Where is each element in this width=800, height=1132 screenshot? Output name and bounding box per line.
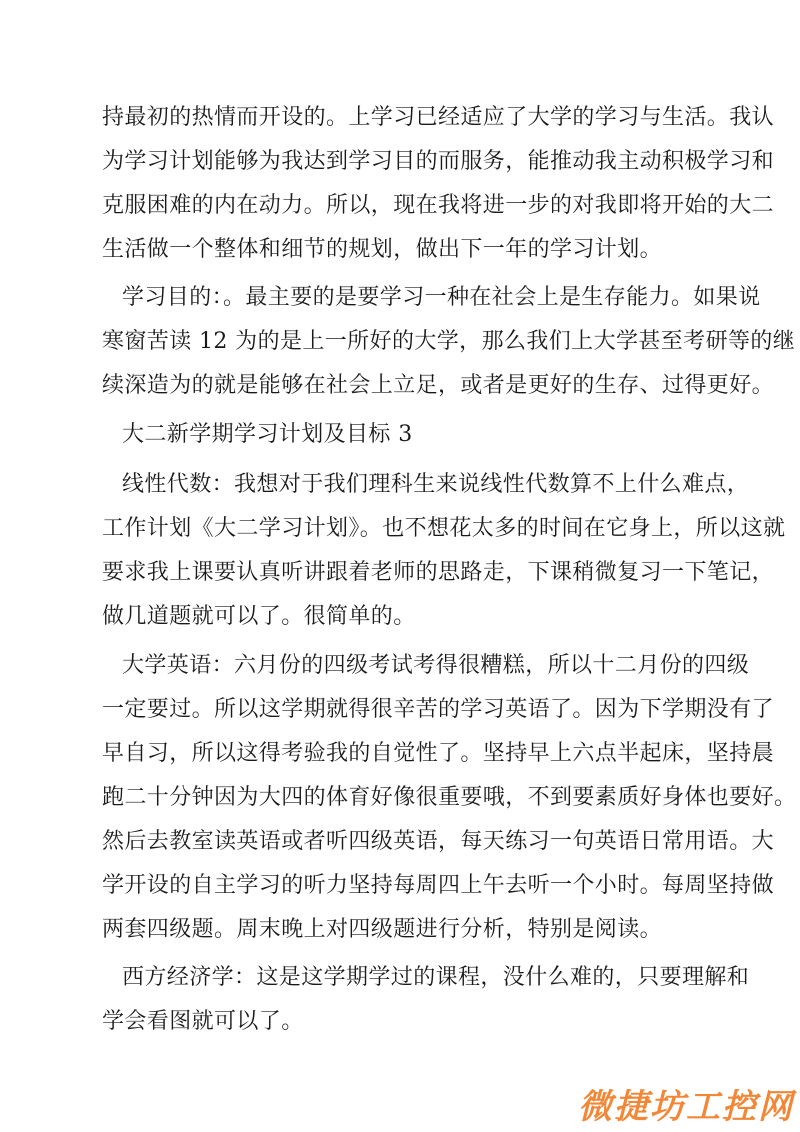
- paragraph-line: 两套四级题。周末晚上对四级题进行分析，特别是阅读。: [102, 917, 663, 942]
- paragraph-line: 学开设的自主学习的听力坚持每周四上午去听一个小时。每周坚持做: [102, 873, 775, 898]
- paragraph-line: 早自习，所以这得考验我的自觉性了。坚持早上六点半起床，坚持晨: [102, 741, 775, 766]
- watermark-logo: 微捷坊工控网: [578, 1087, 794, 1127]
- paragraph-line: 工作计划《大二学习计划》。也不想花太多的时间在它身上，所以这就: [102, 516, 786, 541]
- paragraph-line: 做几道题就可以了。很简单的。: [102, 604, 416, 629]
- paragraph-line: 跑二十分钟因为大四的体育好像很重要哦，不到要素质好身体也要好。: [102, 785, 797, 810]
- paragraph-line: 持最初的热情而开设的。上学习已经适应了大学的学习与生活。我认: [102, 105, 775, 130]
- paragraph-line: 线性代数：我想对于我们理科生来说线性代数算不上什么难点，: [122, 472, 750, 497]
- paragraph-line: 大学英语：六月份的四级考试考得很糟糕，所以十二月份的四级: [122, 653, 750, 678]
- paragraph-line: 续深造为的就是能够在社会上立足，或者是更好的生存、过得更好。: [102, 373, 775, 398]
- paragraph-line: 要求我上课要认真听讲跟着老师的思路走，下课稍微复习一下笔记，: [102, 560, 775, 585]
- paragraph-line: 为学习计划能够为我达到学习目的而服务，能推动我主动积极学习和: [102, 149, 775, 174]
- paragraph-line: 西方经济学：这是这学期学过的课程，没什么难的，只要理解和: [122, 965, 750, 990]
- paragraph-line: 然后去教室读英语或者听四级英语，每天练习一句英语日常用语。大: [102, 829, 775, 854]
- paragraph-line: 寒窗苦读 12 为的是上一所好的大学，那么我们上大学甚至考研等的继: [102, 329, 796, 354]
- heading-line: 大二新学期学习计划及目标 3: [122, 422, 413, 447]
- paragraph-line: 克服困难的内在动力。所以，现在我将进一步的对我即将开始的大二: [102, 193, 775, 218]
- paragraph-line: 一定要过。所以这学期就得很辛苦的学习英语了。因为下学期没有了: [102, 697, 775, 722]
- paragraph-line: 生活做一个整体和细节的规划，做出下一年的学习计划。: [102, 237, 663, 262]
- paragraph-line: 学习目的：。最主要的是要学习一种在社会上是生存能力。如果说: [122, 285, 761, 310]
- paragraph-line: 学会看图就可以了。: [102, 1009, 304, 1034]
